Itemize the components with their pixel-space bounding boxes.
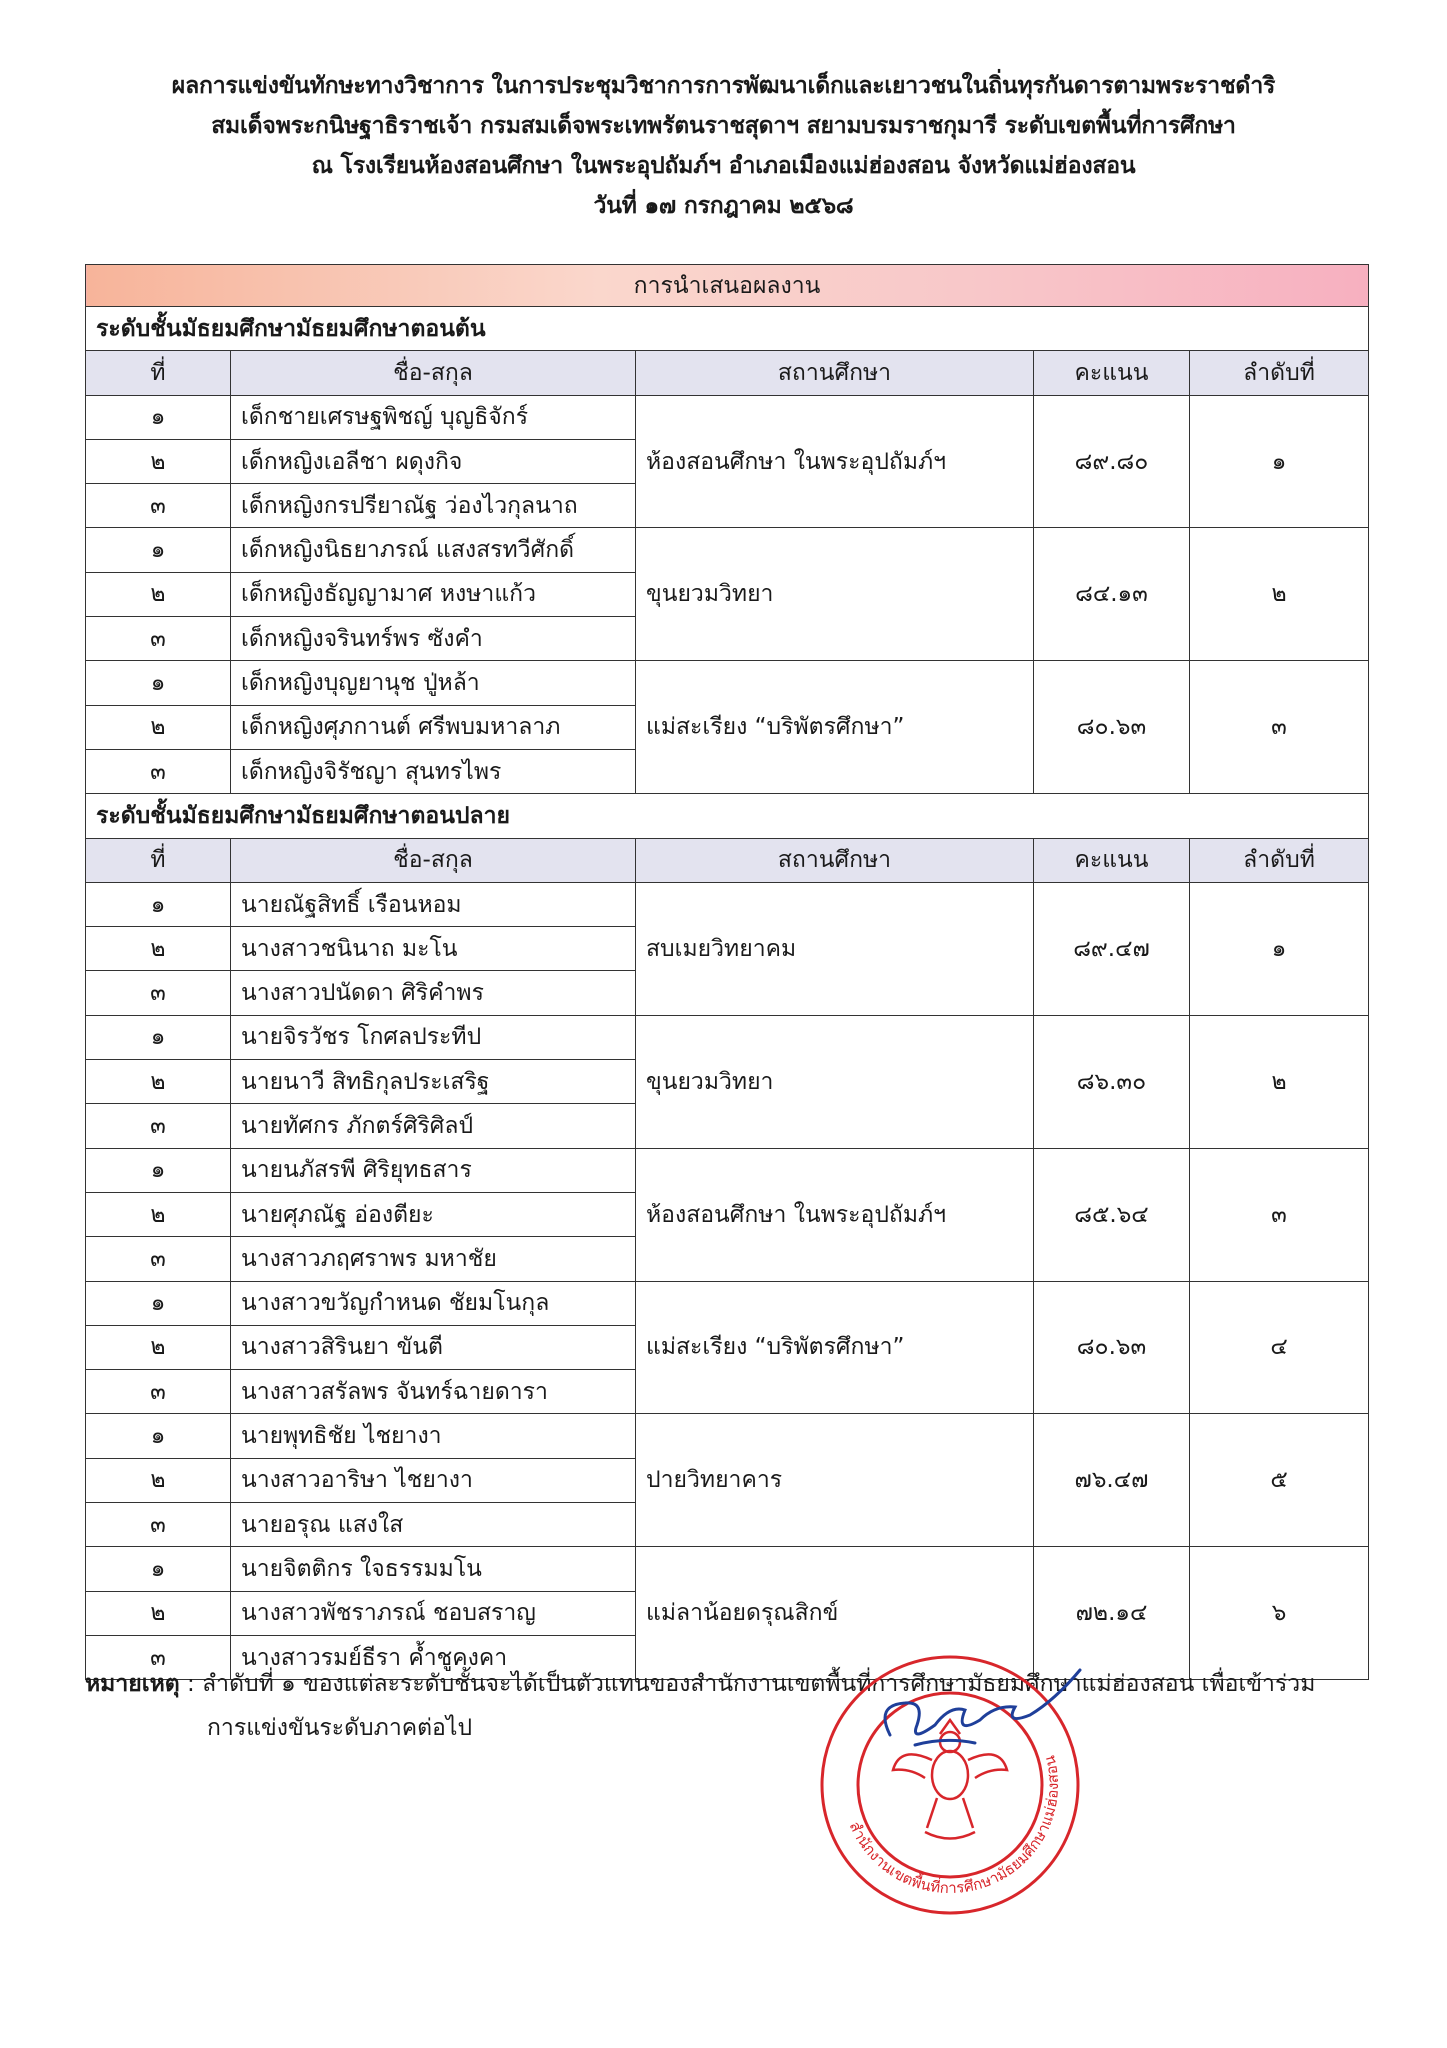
member-name: นางสาวชนินาถ มะโน (231, 927, 636, 971)
member-number: ๓ (86, 1370, 231, 1414)
table-row (86, 661, 1369, 705)
member-name: นายณัฐสิทธิ์ เรือนหอม (231, 882, 636, 926)
member-name: เด็กชายเศรษฐพิชญ์ บุญธิจักร์ (231, 395, 636, 439)
school-name: ห้องสอนศึกษา ในพระอุปถัมภ์ฯ (636, 395, 1034, 528)
column-header-score: คะแนน (1034, 838, 1190, 882)
results-table (85, 264, 1369, 1680)
member-name: นายจิตติกร ใจธรรมมโน (231, 1547, 636, 1591)
table-row (86, 1547, 1369, 1591)
member-name: นางสาวสิรินยา ขันตี (231, 1325, 636, 1369)
header-line-1: ผลการแข่งขันทักษะทางวิชาการ ในการประชุมวิชาการการพัฒนาเด็กและเยาวชนในถิ่นทุรกันดารตามพระราชดำริ (171, 73, 1276, 99)
member-name: นายพุทธิชัย ไชยางา (231, 1414, 636, 1458)
school-name: แม่สะเรียง “บริพัตรศึกษา” (636, 661, 1034, 794)
member-number: ๓ (86, 484, 231, 528)
document-header (0, 66, 1447, 226)
member-name: นางสาวปนัดดา ศิริคำพร (231, 971, 636, 1015)
member-number: ๒ (86, 1060, 231, 1104)
footnote-line-2: การแข่งขันระดับภาคต่อไป (207, 1715, 473, 1741)
rank-value: ๑ (1190, 395, 1369, 528)
school-name: ห้องสอนศึกษา ในพระอุปถัมภ์ฯ (636, 1148, 1034, 1281)
member-name: เด็กหญิงนิธยาภรณ์ แสงสรทวีศักดิ์ (231, 528, 636, 572)
member-number: ๑ (86, 1148, 231, 1192)
table-row (86, 1148, 1369, 1192)
rank-value: ๖ (1190, 1547, 1369, 1680)
member-name: เด็กหญิงเอลีชา ผดุงกิจ (231, 439, 636, 483)
score-value: ๘๖.๓๐ (1034, 1015, 1190, 1148)
member-number: ๒ (86, 439, 231, 483)
footnote (85, 1662, 1385, 1750)
member-number: ๓ (86, 1104, 231, 1148)
member-number: ๓ (86, 971, 231, 1015)
member-name: นางสาวอาริษา ไชยางา (231, 1458, 636, 1502)
column-header-school: สถานศึกษา (636, 838, 1034, 882)
score-value: ๘๐.๖๓ (1034, 661, 1190, 794)
member-number: ๒ (86, 1325, 231, 1369)
rank-value: ๒ (1190, 528, 1369, 661)
score-value: ๗๖.๔๗ (1034, 1414, 1190, 1547)
member-number: ๓ (86, 749, 231, 793)
column-header-name: ชื่อ-สกุล (231, 351, 636, 395)
table-row (86, 882, 1369, 926)
column-header-row (86, 351, 1369, 395)
column-header-rank: ลำดับที่ (1190, 351, 1369, 395)
member-number: ๒ (86, 572, 231, 616)
header-date: วันที่ ๑๗ กรกฎาคม ๒๕๖๘ (593, 193, 854, 219)
school-name: สบเมยวิทยาคม (636, 882, 1034, 1015)
member-number: ๓ (86, 1503, 231, 1547)
score-value: ๗๒.๑๔ (1034, 1547, 1190, 1680)
member-name: นายนภัสรพี ศิริยุทธสาร (231, 1148, 636, 1192)
member-number: ๓ (86, 1237, 231, 1281)
member-name: เด็กหญิงกรปรียาณัฐ ว่องไวกุลนาถ (231, 484, 636, 528)
score-value: ๘๔.๑๓ (1034, 528, 1190, 661)
member-number: ๓ (86, 617, 231, 661)
member-name: นางสาวรมย์ธีรา ค้ำชูคงคา (231, 1635, 636, 1679)
table-row (86, 528, 1369, 572)
rank-value: ๒ (1190, 1015, 1369, 1148)
table-row (86, 1281, 1369, 1325)
seal-text: สำนักงานเขตพื้นที่การศึกษามัธยมศึกษาแม่ฮ่องสอน (845, 1753, 1063, 1898)
table-title-row (86, 265, 1369, 307)
member-number: ๑ (86, 528, 231, 572)
section-header-row (86, 794, 1369, 838)
member-number: ๑ (86, 1015, 231, 1059)
member-number: ๑ (86, 882, 231, 926)
member-number: ๒ (86, 1458, 231, 1502)
member-name: นายจิรวัชร โกศลประทีป (231, 1015, 636, 1059)
column-header-score: คะแนน (1034, 351, 1190, 395)
school-name: ปายวิทยาคาร (636, 1414, 1034, 1547)
member-name: นายอรุณ แสงใส (231, 1503, 636, 1547)
member-number: ๑ (86, 1281, 231, 1325)
handwritten-signature (855, 1665, 1085, 1755)
rank-value: ๑ (1190, 882, 1369, 1015)
member-number: ๒ (86, 927, 231, 971)
header-line-2: สมเด็จพระกนิษฐาธิราชเจ้า กรมสมเด็จพระเทพรัตนราชสุดาฯ สยามบรมราชกุมารี ระดับเขตพื้นที่การศึกษา (211, 113, 1236, 139)
rank-value: ๔ (1190, 1281, 1369, 1414)
school-name: ขุนยวมวิทยา (636, 1015, 1034, 1148)
member-name: เด็กหญิงจิรัชญา สุนทรไพร (231, 749, 636, 793)
rank-value: ๓ (1190, 661, 1369, 794)
footnote-line-1: : ลำดับที่ ๑ ของแต่ละระดับชั้นจะได้เป็นตัวแทนของสำนักงานเขตพื้นที่การศึกษามัธยมศึกษาแม่ฮ่องสอน เพื่อเข้าร่วม (187, 1671, 1316, 1697)
column-header-rank: ลำดับที่ (1190, 838, 1369, 882)
member-number: ๑ (86, 1547, 231, 1591)
member-name: นางสาวภฤศราพร มหาชัย (231, 1237, 636, 1281)
member-number: ๑ (86, 661, 231, 705)
member-number: ๓ (86, 1635, 231, 1679)
member-number: ๒ (86, 1192, 231, 1236)
section-title: ระดับชั้นมัธยมศึกษามัธยมศึกษาตอนต้น (86, 307, 1369, 351)
member-name: นายศุภณัฐ อ่องตียะ (231, 1192, 636, 1236)
member-number: ๒ (86, 1591, 231, 1635)
rank-value: ๕ (1190, 1414, 1369, 1547)
member-number: ๒ (86, 705, 231, 749)
member-name: นางสาวพัชราภรณ์ ชอบสราญ (231, 1591, 636, 1635)
school-name: แม่สะเรียง “บริพัตรศึกษา” (636, 1281, 1034, 1414)
table-row (86, 395, 1369, 439)
member-name: เด็กหญิงบุญยานุช ปู่หล้า (231, 661, 636, 705)
rank-value: ๓ (1190, 1148, 1369, 1281)
column-header-no: ที่ (86, 838, 231, 882)
table-row (86, 1414, 1369, 1458)
member-name: เด็กหญิงจรินทร์พร ซังคำ (231, 617, 636, 661)
footnote-label: หมายเหตุ (85, 1671, 180, 1697)
member-name: นายนาวี สิทธิกุลประเสริฐ (231, 1060, 636, 1104)
member-name: เด็กหญิงศุภกานต์ ศรีพบมหาลาภ (231, 705, 636, 749)
score-value: ๘๐.๖๓ (1034, 1281, 1190, 1414)
member-name: นางสาวสรัลพร จันทร์ฉายดารา (231, 1370, 636, 1414)
table-row (86, 1015, 1369, 1059)
school-name: ขุนยวมวิทยา (636, 528, 1034, 661)
section-header-row (86, 307, 1369, 351)
column-header-no: ที่ (86, 351, 231, 395)
score-value: ๘๕.๖๔ (1034, 1148, 1190, 1281)
column-header-row (86, 838, 1369, 882)
member-name: เด็กหญิงธัญญามาศ หงษาแก้ว (231, 572, 636, 616)
table-title: การนำเสนอผลงาน (86, 265, 1369, 307)
section-title: ระดับชั้นมัธยมศึกษามัธยมศึกษาตอนปลาย (86, 794, 1369, 838)
member-name: นางสาวขวัญกำหนด ชัยมโนกุล (231, 1281, 636, 1325)
member-name: นายทัศกร ภักตร์ศิริศิลป์ (231, 1104, 636, 1148)
member-number: ๑ (86, 395, 231, 439)
score-value: ๘๙.๘๐ (1034, 395, 1190, 528)
column-header-school: สถานศึกษา (636, 351, 1034, 395)
member-number: ๑ (86, 1414, 231, 1458)
school-name: แม่ลาน้อยดรุณสิกข์ (636, 1547, 1034, 1680)
column-header-name: ชื่อ-สกุล (231, 838, 636, 882)
header-line-3: ณ โรงเรียนห้องสอนศึกษา ในพระอุปถัมภ์ฯ อำเภอเมืองแม่ฮ่องสอน จังหวัดแม่ฮ่องสอน (311, 153, 1136, 179)
score-value: ๘๙.๔๗ (1034, 882, 1190, 1015)
results-table-body (86, 265, 1369, 1680)
